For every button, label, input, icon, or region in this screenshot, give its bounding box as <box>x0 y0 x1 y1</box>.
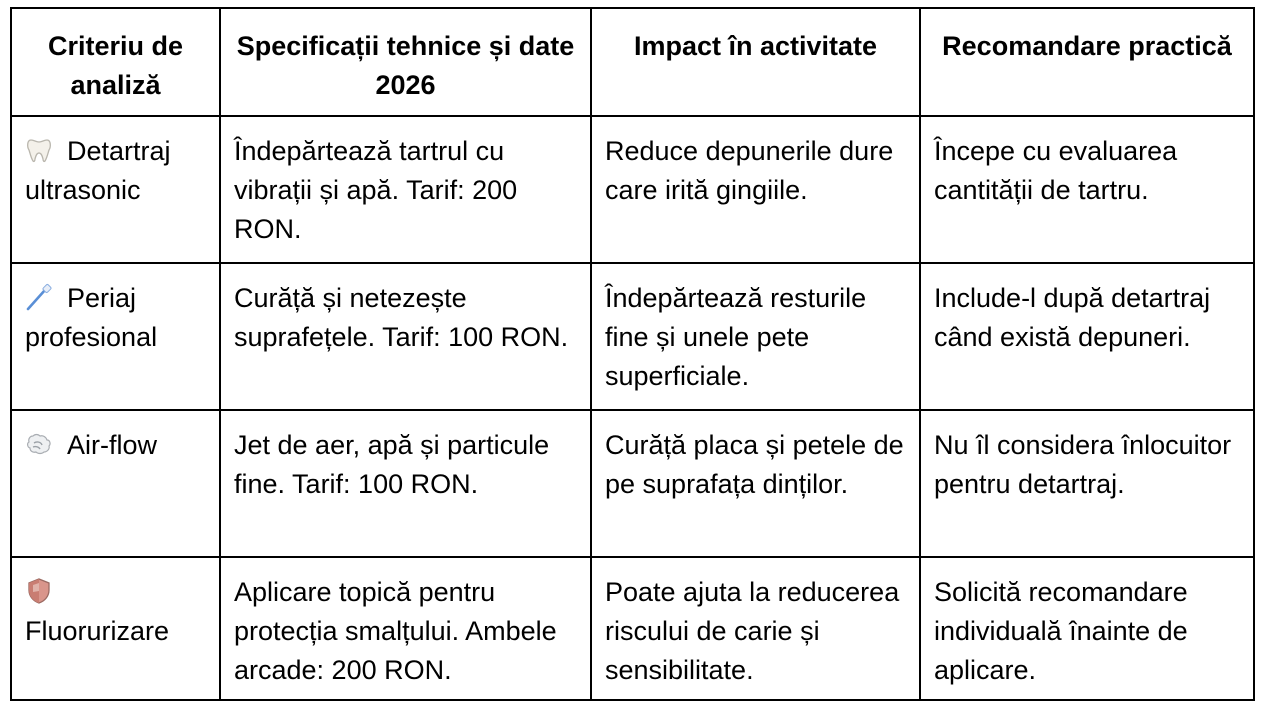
table-row <box>11 557 1254 700</box>
impact-cell: Reduce depunerile dure care irită gingiile. <box>591 116 920 263</box>
criterion-label: Periaj profesional <box>25 283 158 352</box>
header-label: Impact în activitate <box>633 31 878 61</box>
header-label: Specificații tehnice și date 2026 <box>236 31 575 100</box>
header-label: Criteriu de analiză <box>47 31 184 100</box>
table-row <box>11 116 1254 263</box>
header-row <box>11 8 1254 116</box>
criterion-cell <box>11 557 220 700</box>
tooth-icon <box>25 136 53 164</box>
recommendation-cell: Începe cu evaluarea cantității de tartru. <box>920 116 1254 263</box>
criterion-cell <box>11 410 220 557</box>
table-row <box>11 410 1254 557</box>
header-cell-criterion <box>11 8 220 116</box>
criterion-cell <box>11 263 220 410</box>
header-label: Recomandare practică <box>942 31 1232 61</box>
impact-cell: Curăță placa și petele de pe suprafața dinților. <box>591 410 920 557</box>
header-cell-recommendation <box>920 8 1254 116</box>
toothbrush-icon <box>25 283 53 311</box>
recommendation-cell: Include-l după detartraj când există depuneri. <box>920 263 1254 410</box>
criterion-cell <box>11 116 220 263</box>
comparison-table <box>10 7 1255 701</box>
criterion-label: Fluorurizare <box>25 616 170 646</box>
criterion-label: Air-flow <box>67 430 158 460</box>
impact-cell: Îndepărtează resturile fine și unele pete superficiale. <box>591 263 920 410</box>
specs-cell: Curăță și netezește suprafețele. Tarif: 100 RON. <box>220 263 591 410</box>
recommendation-cell: Nu îl considera înlocuitor pentru detartraj. <box>920 410 1254 557</box>
specs-cell: Aplicare topică pentru protecția smalțului. Ambele arcade: 200 RON. <box>220 557 591 700</box>
wind-blow-icon <box>25 430 53 458</box>
criterion-label: Detartraj ultrasonic <box>25 136 171 205</box>
specs-cell: Jet de aer, apă și particule fine. Tarif: 100 RON. <box>220 410 591 557</box>
impact-cell: Poate ajuta la reducerea riscului de carie și sensibilitate. <box>591 557 920 700</box>
header-cell-impact <box>591 8 920 116</box>
table-row <box>11 263 1254 410</box>
header-cell-specs <box>220 8 591 116</box>
shield-icon <box>25 577 53 605</box>
recommendation-cell: Solicită recomandare individuală înainte de aplicare. <box>920 557 1254 700</box>
specs-cell: Îndepărtează tartrul cu vibrații și apă. Tarif: 200 RON. <box>220 116 591 263</box>
